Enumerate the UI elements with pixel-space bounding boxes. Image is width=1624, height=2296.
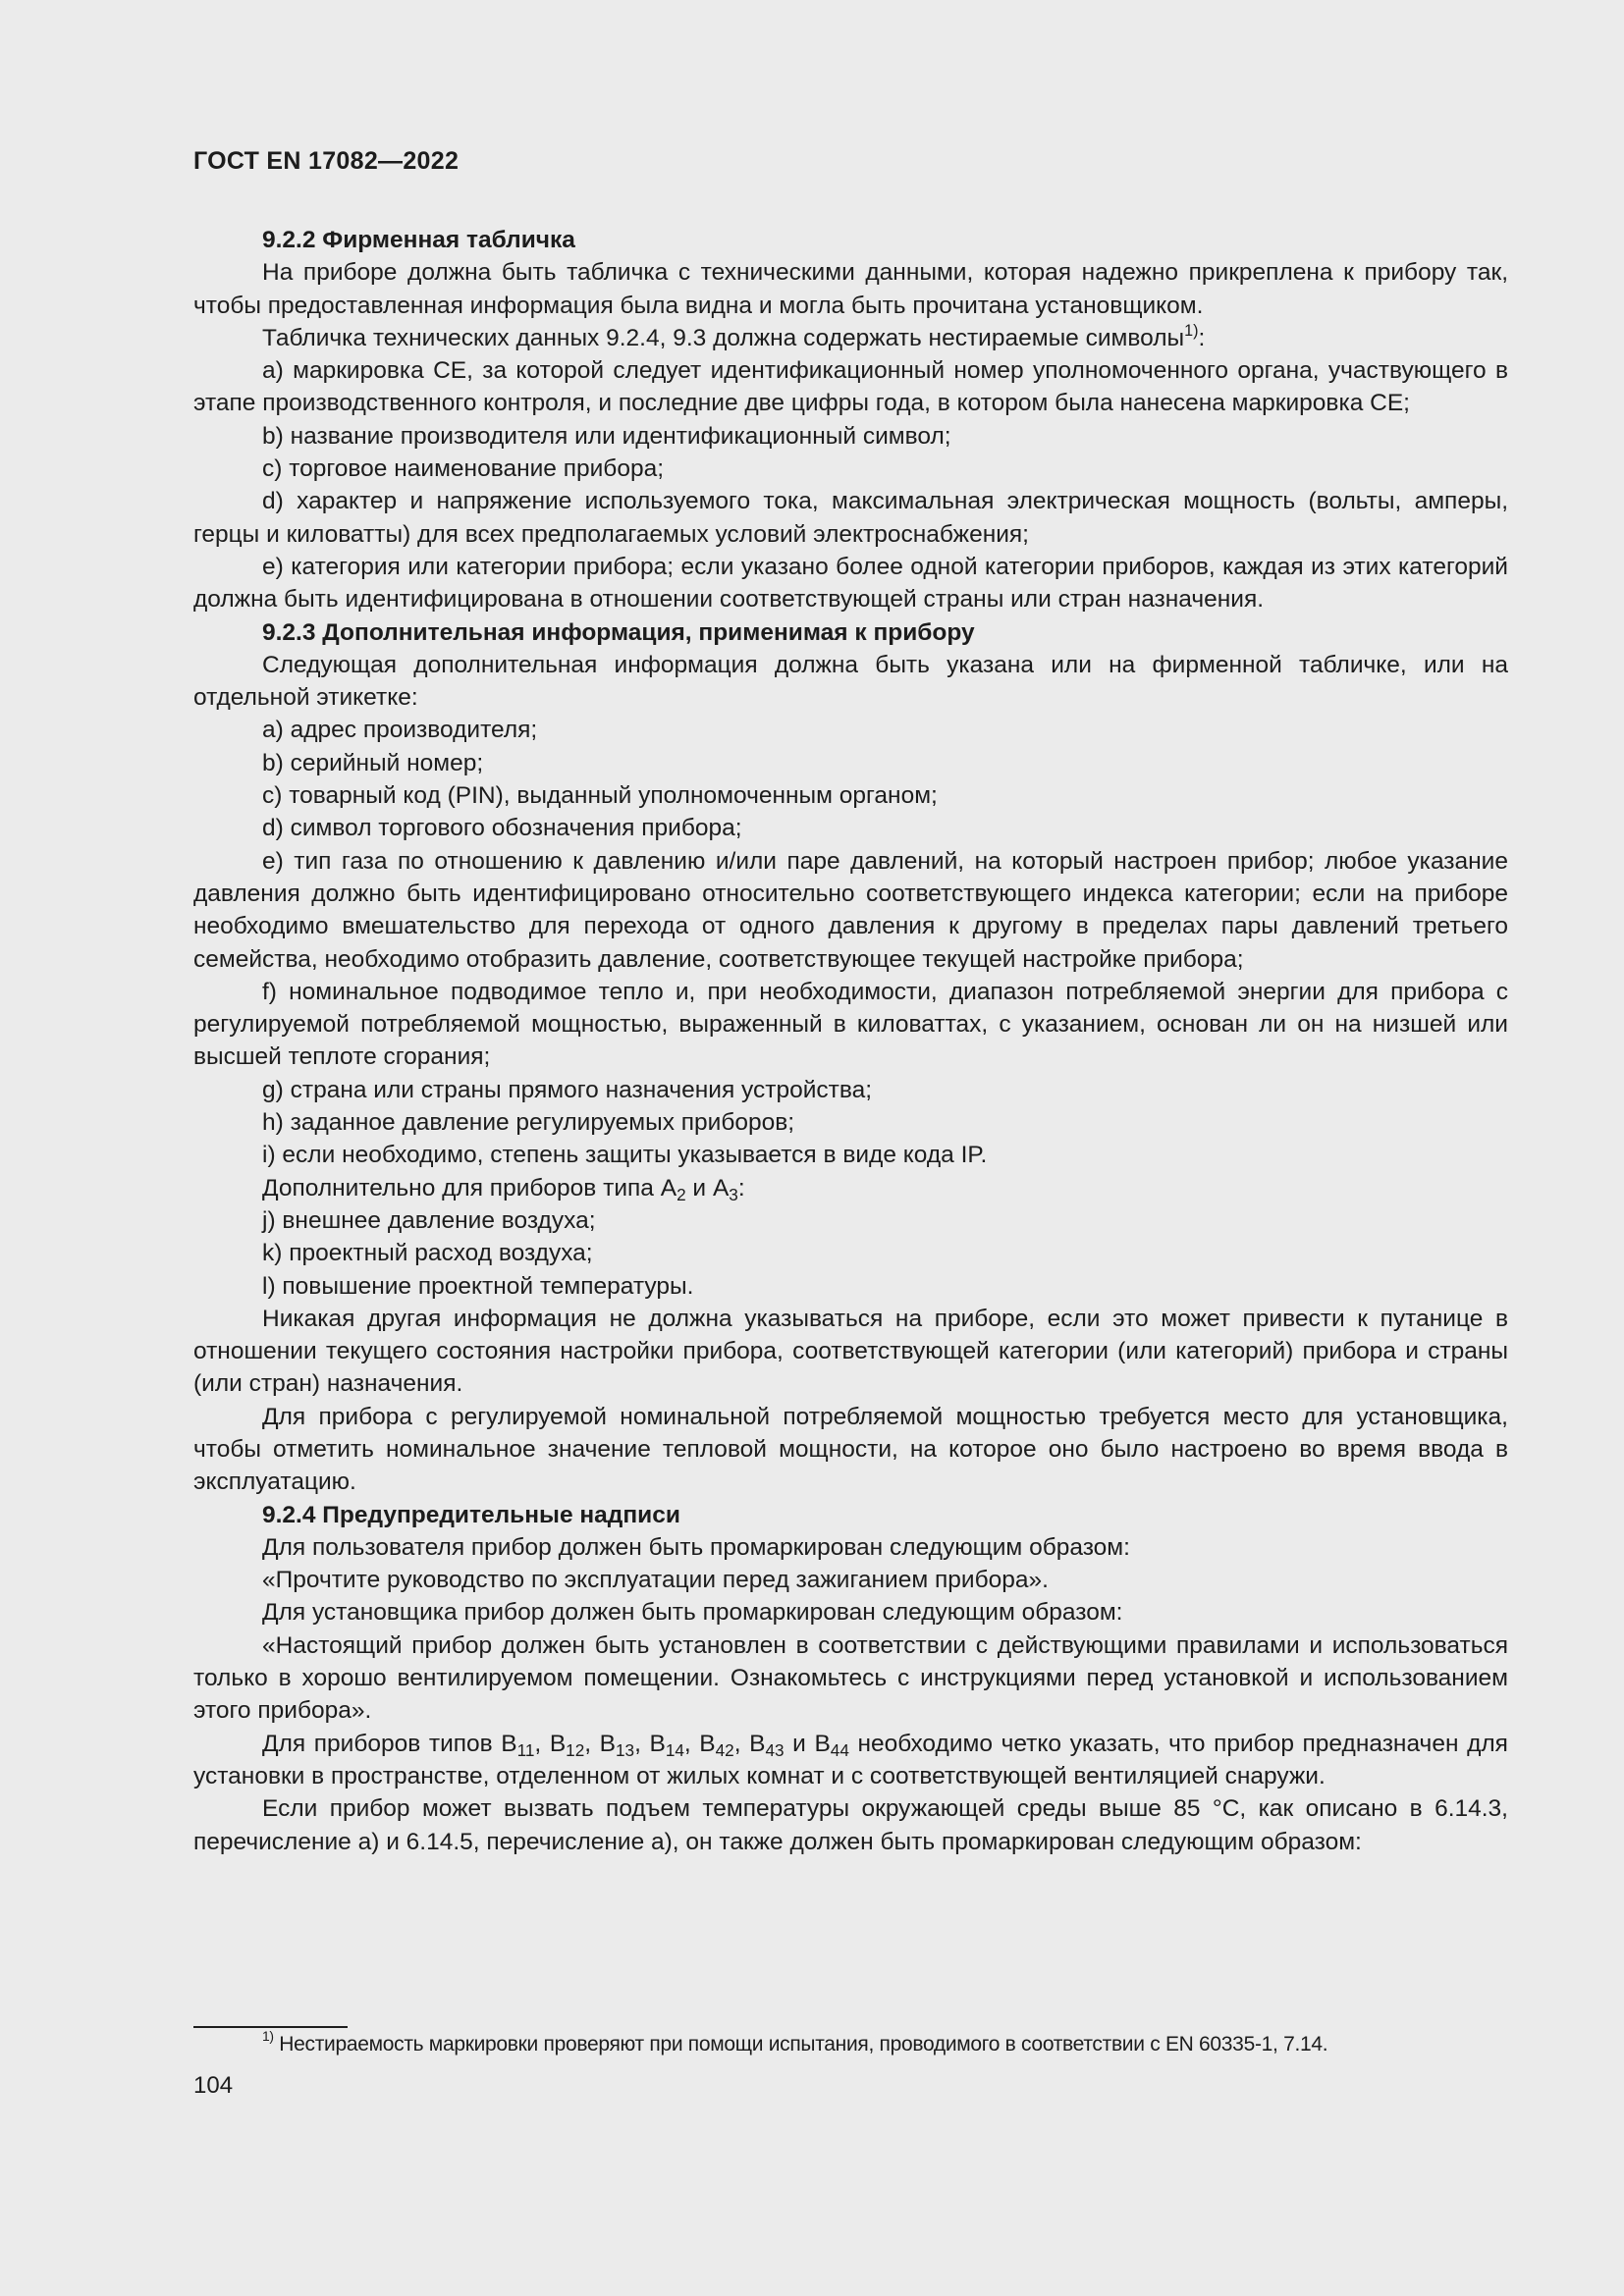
list-item: a) адрес производителя; [262,717,538,744]
document-code-header: ГОСТ EN 17082—2022 [193,147,460,175]
list-item: g) страна или страны прямого назначения устройства; [262,1076,873,1103]
list-item: d) характер и напряжение используемого тока, максимальная электрическая мощность (вольты, амперы, герцы и киловатты) для всех предполагаемых условий электроснабжения; [193,488,1508,548]
paragraph: Для прибора с регулируемой номинальной потребляемой мощностью требуется место для установщика, чтобы отметить номинальное значение тепловой мощности, на которое оно было настроено во время ввода в эксплуатацию. [193,1403,1508,1496]
list-item: i) если необходимо, степень защиты указывается в виде кода IP. [262,1142,988,1169]
list-item: l) повышение проектной температуры. [262,1272,694,1300]
paragraph: Для пользователя прибор должен быть промаркирован следующим образом: [262,1533,1130,1561]
section-heading-9-2-3: 9.2.3 Дополнительная информация, применимая к прибору [262,618,975,646]
paragraph: На приборе должна быть табличка с техническими данными, которая надежно прикреплена к прибору так, чтобы предоставленная информация была видна и могла быть прочитана установщиком. [193,259,1508,319]
list-item: a) маркировка СЕ, за которой следует идентификационный номер уполномоченного органа, участвующего в этапе производственного контроля, и последние две цифры года, в котором была нанесена маркировка СЕ; [193,357,1508,417]
page-number: 104 [193,2072,234,2099]
footnote [193,2028,1508,2058]
paragraph: Табличка технических данных 9.2.4, 9.3 должна содержать нестираемые символы$^{1)}$: [262,321,1206,351]
paragraph: Никакая другая информация не должна указываться на приборе, если это может привести к путанице в отношении текущего состояния настройки прибора, соответствующей категории (или категорий) прибора и страны (или стран) назначения. [193,1305,1508,1398]
list-item: k) проектный расход воздуха; [262,1240,593,1267]
list-item: b) серийный номер; [262,749,484,776]
list-item: j) внешнее давление воздуха; [262,1206,596,1234]
page-body [193,224,1508,1858]
list-item: c) торговое наименование прибора; [262,455,665,483]
quoted-warning: «Прочтите руководство по эксплуатации перед зажиганием прибора». [262,1567,1049,1594]
footnote-text: Нестираемость маркировки проверяют при помощи испытания, проводимого в соответствии с EN 60335-1, 7.14. [273,2033,1328,2056]
footnote-marker: 1) [262,2028,274,2044]
footnote-reference[interactable]: 1) [1184,321,1199,340]
list-item: d) символ торгового обозначения прибора; [262,815,742,842]
paragraph: Для приборов типов $B_{11}$, $B_{12}$, $B_{13}$, $B_{14}$, $B_{42}$, $B_{43}$ и $B_{44}$ необходимо четко указать, что прибор предназначен для установки в пространстве, отделенном от жилых комнат и с соответствующей вентиляцией снаружи. [193,1730,1508,1789]
paragraph: Следующая дополнительная информация должна быть указана или на фирменной табличке, или на отдельной этикетке: [193,651,1508,712]
quoted-warning: «Настоящий прибор должен быть установлен в соответствии с действующими правилами и использоваться только в хорошо вентилируемом помещении. Ознакомьтесь с инструкциями перед установкой и использованием этого прибора». [193,1631,1508,1725]
section-heading-9-2-2: 9.2.2 Фирменная табличка [262,227,575,253]
list-item: b) название производителя или идентификационный символ; [262,422,951,450]
list-item: f) номинальное подводимое тепло и, при необходимости, диапазон потребляемой энергии для прибора с регулируемой потребляемой мощностью, выраженный в киловаттах, с указанием, основан ли он на низшей или высшей теплоте сгорания; [193,978,1508,1071]
section-heading-9-2-4: 9.2.4 Предупредительные надписи [262,1501,680,1528]
list-item: h) заданное давление регулируемых приборов; [262,1109,795,1137]
list-item: c) товарный код (PIN), выданный уполномоченным органом; [262,782,938,810]
paragraph: Для установщика прибор должен быть промаркирован следующим образом: [262,1599,1123,1627]
list-item: e) категория или категории прибора; если указано более одной категории приборов, каждая из этих категорий должна быть идентифицирована в отношении соответствующей страны или стран назначения. [193,553,1508,614]
list-item: e) тип газа по отношению к давлению и/или паре давлений, на который настроен прибор; любое указание давления должно быть идентифицировано относительно соответствующего индекса категории; если на приборе необходимо вмешательство для перехода от одного давления к другому в пределах пары давлений третьего семейства, необходимо отобразить давление, соответствующее текущей настройке прибора; [193,847,1508,973]
paragraph: Если прибор может вызвать подъем температуры окружающей среды выше 85 °С, как описано в 6.14.3, перечисление а) и 6.14.5, перечисление а), он также должен быть промаркирован следующим образом: [193,1795,1508,1855]
paragraph: Дополнительно для приборов типа $A_2$ и $A_3$: [262,1174,745,1204]
